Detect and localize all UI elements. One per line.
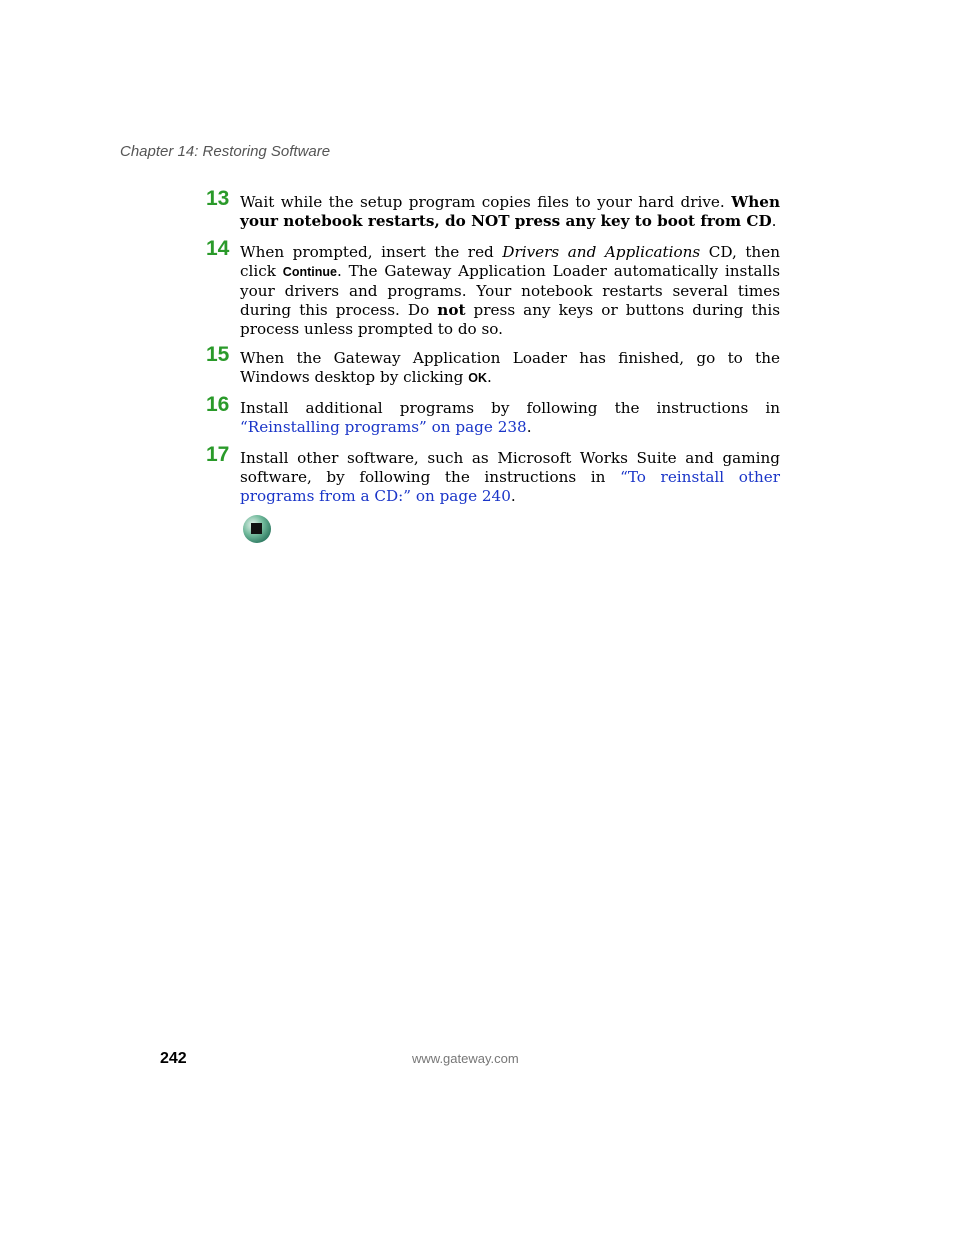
step-text: Install other software, such as Microsoft Works Suite and gaming software, by following the instructions in “To reinstall other programs from a CD:” on page 240.	[240, 449, 781, 505]
step-text: Install additional programs by following the instructions in “Reinstalling programs” on page 238.	[240, 399, 780, 436]
reinstall-other-programs-link[interactable]: “To reinstall other programs from a CD:” on page 240	[240, 468, 781, 505]
stop-icon	[242, 514, 272, 544]
step-number: 16	[206, 393, 230, 416]
ok-button-label: OK	[468, 371, 487, 385]
footer-url: www.gateway.com	[412, 1051, 519, 1066]
emphasis-not: not	[437, 301, 466, 319]
step-number: 15	[206, 343, 230, 366]
continue-button-label: Continue	[282, 265, 337, 279]
bold-instruction: When your notebook restarts, do NOT press any key to boot from CD	[240, 193, 780, 230]
chapter-header: Chapter 14: Restoring Software	[120, 143, 331, 160]
page-number: 242	[160, 1050, 187, 1067]
step-number: 14	[206, 237, 230, 260]
cd-name: Drivers and Applications	[502, 243, 701, 261]
step-number: 13	[206, 187, 230, 210]
step-text: When the Gateway Application Loader has finished, go to the Windows desktop by clicking OK.	[240, 349, 780, 386]
step-number: 17	[206, 443, 230, 466]
step-text: When prompted, insert the red Drivers and Applications CD, then click Continue. The Gateway Application Loader automatically installs your drivers and programs. Your notebook restarts several times during this process. Do not press any keys or buttons during this process unless prompted to do so.	[240, 243, 781, 338]
step-text: Wait while the setup program copies files to your hard drive. When your notebook restarts, do NOT press any key to boot from CD.	[240, 193, 780, 230]
reinstalling-programs-link[interactable]: “Reinstalling programs” on page 238	[240, 418, 527, 436]
